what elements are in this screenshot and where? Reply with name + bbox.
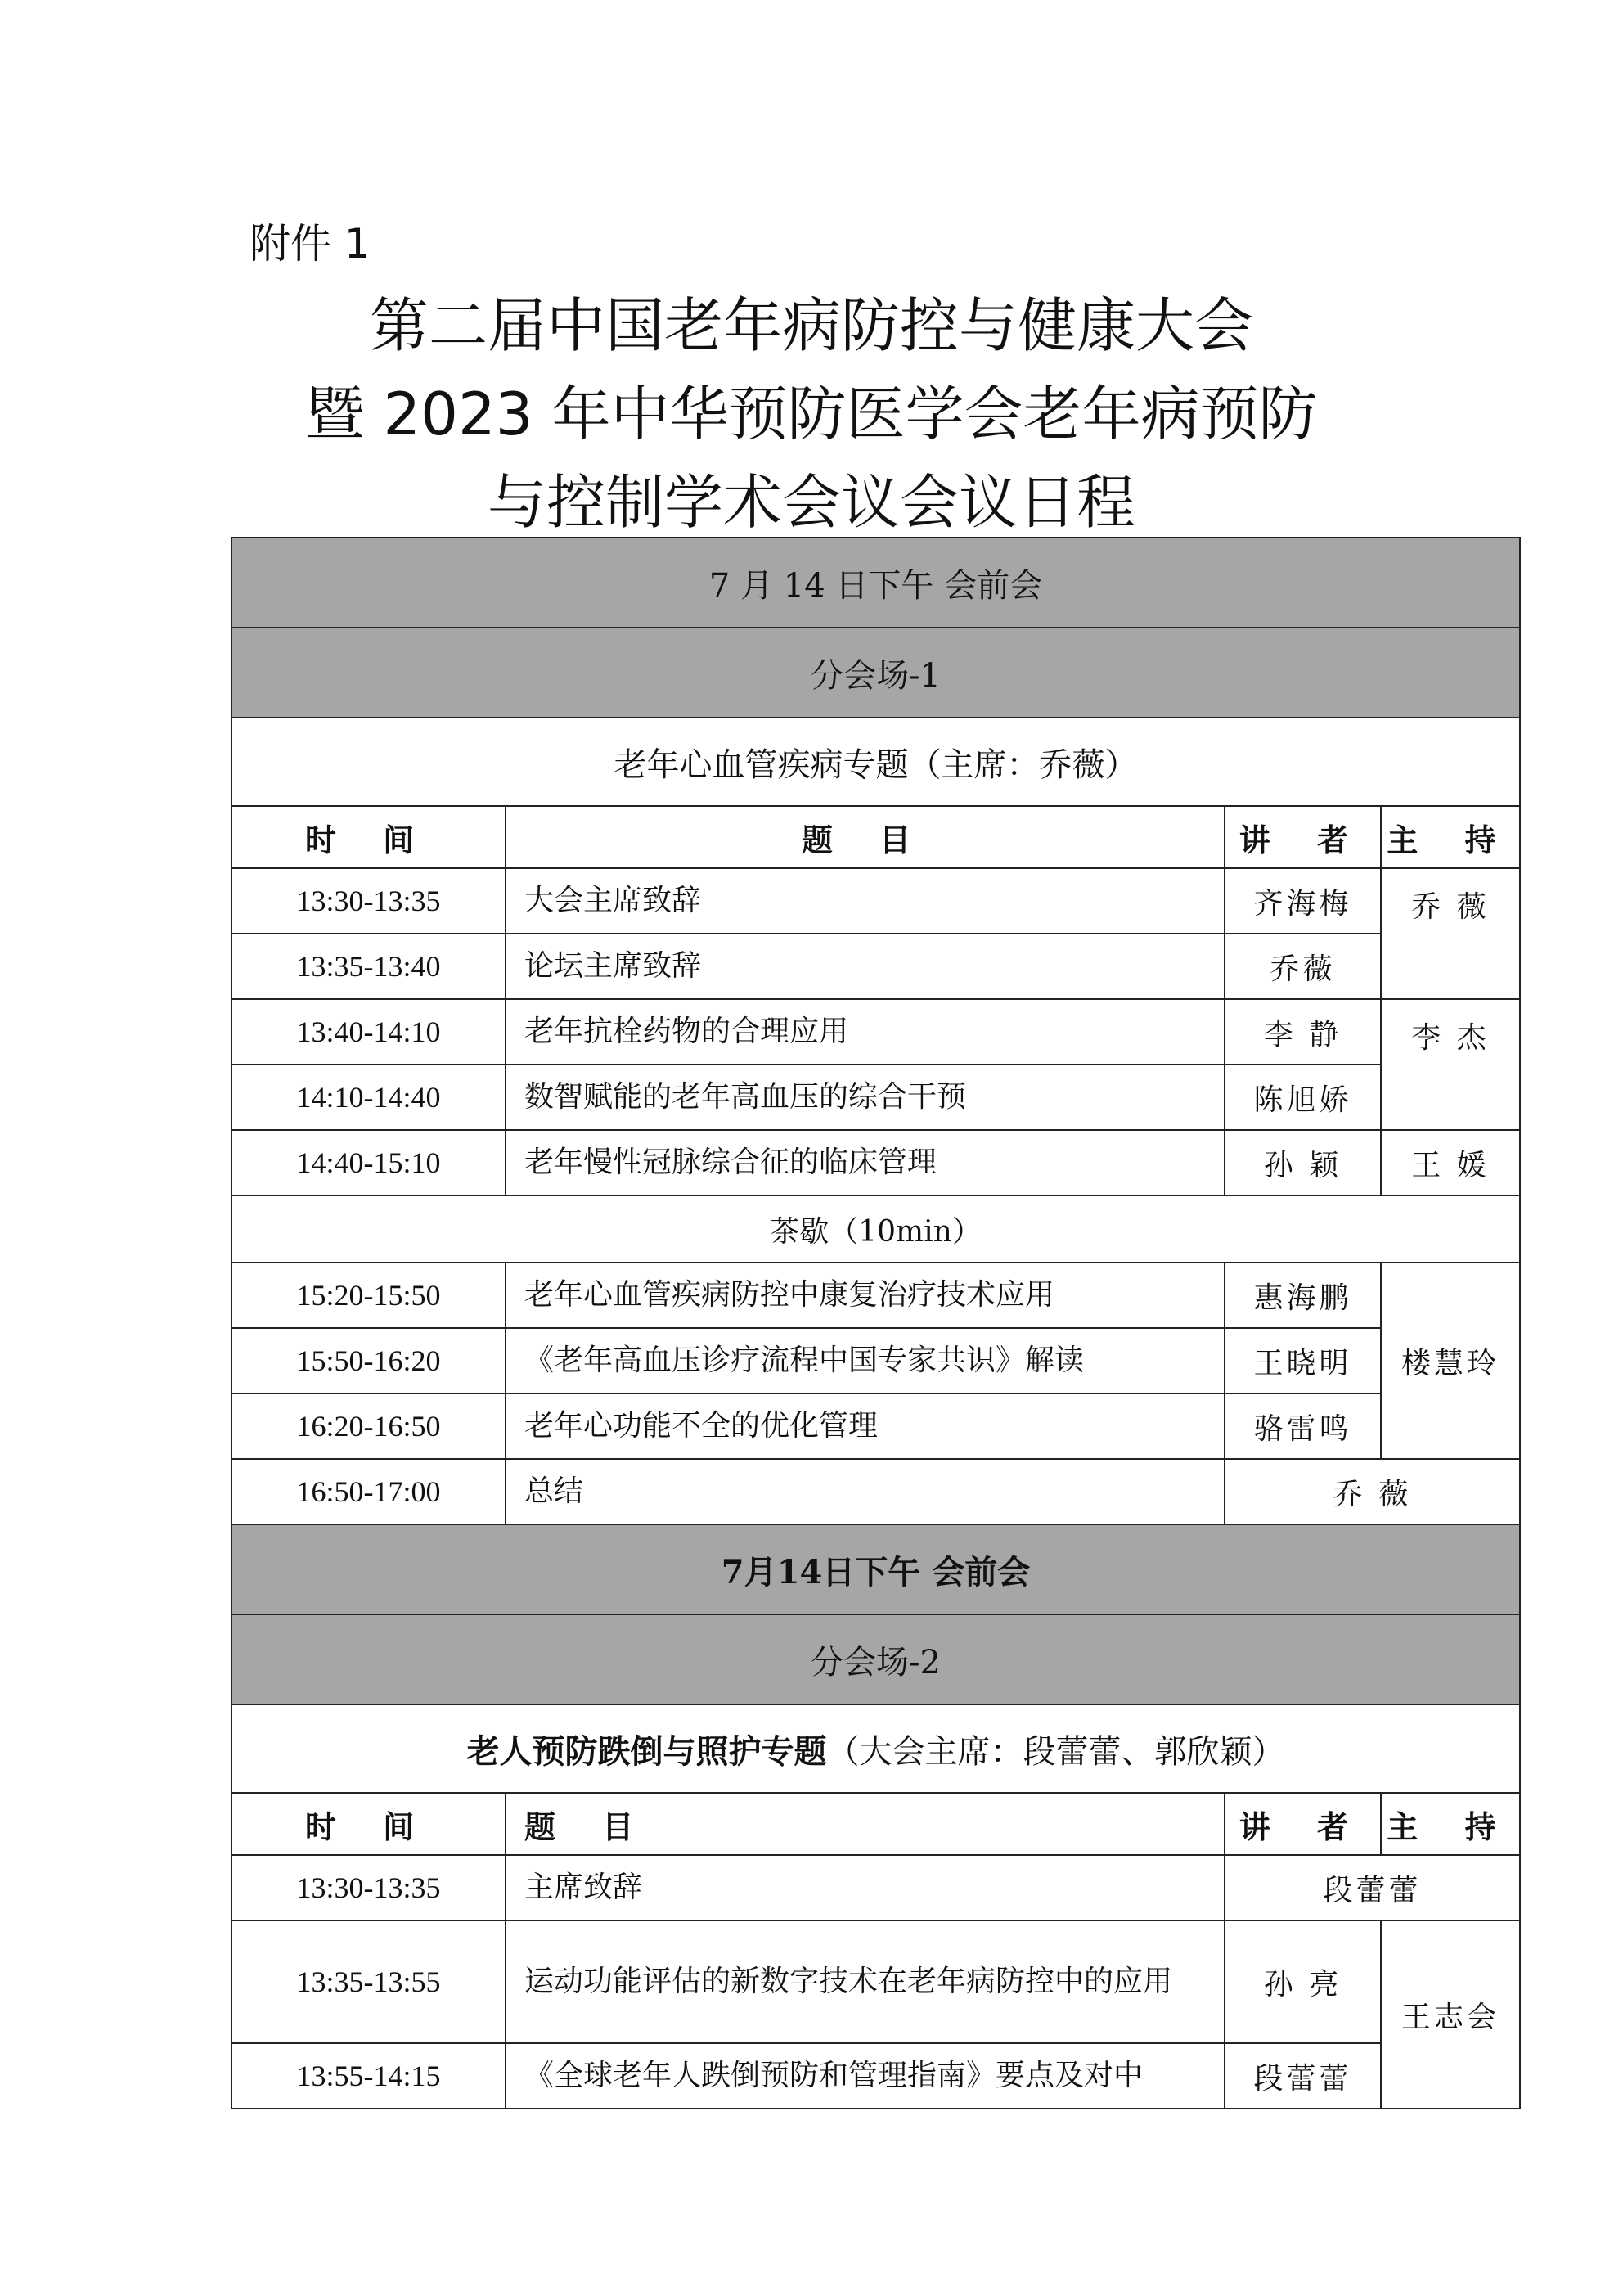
document-title-line-1: 第二届中国老年病防控与健康大会 (369, 291, 1253, 360)
topic-cell: 《老年高血压诊疗流程中国专家共识》解读 (506, 1328, 1225, 1393)
table-row (232, 1065, 1520, 1130)
topic-cell: 运动功能评估的新数字技术在老年病防控中的应用 (506, 1920, 1225, 2043)
topic-cell: 老年抗栓药物的合理应用 (506, 999, 1225, 1065)
schedule-table (231, 537, 1521, 2109)
topic-row (232, 718, 1520, 806)
table-row (232, 1459, 1520, 1524)
document-title-line-3: 与控制学术会议会议日程 (487, 468, 1135, 537)
topic-cell-2 (232, 1704, 1520, 1793)
speaker-cell: 孙 亮 (1225, 1920, 1381, 2043)
header-host: 主 持 (1381, 1793, 1520, 1855)
time-cell: 13:55-14:15 (232, 2043, 506, 2109)
time-cell: 15:20-15:50 (232, 1263, 506, 1328)
table-row (232, 1328, 1520, 1393)
topic-cell: 《全球老年人跌倒预防和管理指南》要点及对中 (506, 2043, 1225, 2109)
header-time: 时 间 (232, 806, 506, 868)
header-topic: 题 目 (506, 1793, 1225, 1855)
document-title-line-2: 暨 2023 年中华预防医学会老年病预防 (305, 380, 1318, 448)
time-cell: 13:30-13:35 (232, 1855, 506, 1920)
time-cell: 15:50-16:20 (232, 1328, 506, 1393)
topic-cell: 老年心血管疾病防控中康复治疗技术应用 (506, 1263, 1225, 1328)
table-row (232, 1130, 1520, 1195)
speaker-cell: 骆雷鸣 (1225, 1393, 1381, 1459)
time-cell: 16:50-17:00 (232, 1459, 506, 1524)
speaker-cell: 孙 颖 (1225, 1130, 1381, 1195)
section-date-label: 7月14日下午 会前会 (232, 1524, 1520, 1614)
speaker-cell: 段蕾蕾 (1225, 2043, 1381, 2109)
header-topic: 题 目 (506, 806, 1225, 868)
time-cell: 13:35-13:55 (232, 1920, 506, 2043)
table-row (232, 2043, 1520, 2109)
table-row (232, 1920, 1520, 2043)
tea-break-label: 茶歇（10min） (232, 1195, 1520, 1263)
speaker-cell: 陈旭娇 (1225, 1065, 1381, 1130)
time-cell: 16:20-16:50 (232, 1393, 506, 1459)
topic-cell: 主席致辞 (506, 1855, 1225, 1920)
table-row (232, 934, 1520, 999)
table-row (232, 1393, 1520, 1459)
table-row (232, 1855, 1520, 1920)
header-time: 时 间 (232, 1793, 506, 1855)
venue-label: 分会场-2 (232, 1614, 1520, 1704)
topic-label: 老年心血管疾病专题（主席：乔薇） (232, 718, 1520, 806)
table-row (232, 999, 1520, 1065)
speaker-cell: 乔 薇 (1225, 1459, 1520, 1524)
topic-label-main: 老人预防跌倒与照护专题 (466, 1731, 827, 1771)
section-date-label: 7 月 14 日下午 会前会 (232, 538, 1520, 628)
header-speaker: 讲 者 (1225, 1793, 1381, 1855)
topic-cell: 总结 (506, 1459, 1225, 1524)
speaker-cell: 李 静 (1225, 999, 1381, 1065)
host-cell: 李 杰 (1381, 999, 1520, 1130)
topic-cell: 论坛主席致辞 (506, 934, 1225, 999)
time-cell: 14:40-15:10 (232, 1130, 506, 1195)
topic-row (232, 1704, 1520, 1793)
host-cell: 楼慧玲 (1381, 1263, 1520, 1459)
time-cell: 13:40-14:10 (232, 999, 506, 1065)
header-row (232, 1793, 1520, 1855)
header-speaker: 讲 者 (1225, 806, 1381, 868)
host-cell: 王 媛 (1381, 1130, 1520, 1195)
section-venue-row (232, 628, 1520, 718)
topic-cell: 老年心功能不全的优化管理 (506, 1393, 1225, 1459)
time-cell: 13:30-13:35 (232, 868, 506, 934)
time-cell: 14:10-14:40 (232, 1065, 506, 1130)
speaker-cell: 段蕾蕾 (1225, 1855, 1520, 1920)
attachment-label: 附件 1 (250, 220, 371, 268)
table-row (232, 1263, 1520, 1328)
speaker-cell: 齐海梅 (1225, 868, 1381, 934)
table-row (232, 868, 1520, 934)
speaker-cell: 乔薇 (1225, 934, 1381, 999)
section-date-row (232, 1524, 1520, 1614)
section-venue-row (232, 1614, 1520, 1704)
speaker-cell: 王晓明 (1225, 1328, 1381, 1393)
venue-label: 分会场-1 (232, 628, 1520, 718)
topic-cell: 数智赋能的老年高血压的综合干预 (506, 1065, 1225, 1130)
header-row (232, 806, 1520, 868)
topic-label-chairs: （大会主席：段蕾蕾、郭欣颖） (826, 1732, 1285, 1771)
time-cell: 13:35-13:40 (232, 934, 506, 999)
host-cell: 乔 薇 (1381, 868, 1520, 999)
host-cell: 王志会 (1381, 1920, 1520, 2109)
topic-cell: 大会主席致辞 (506, 868, 1225, 934)
speaker-cell: 惠海鹏 (1225, 1263, 1381, 1328)
tea-break-row (232, 1195, 1520, 1263)
header-host: 主 持 (1381, 806, 1520, 868)
section-date-row (232, 538, 1520, 628)
topic-cell: 老年慢性冠脉综合征的临床管理 (506, 1130, 1225, 1195)
